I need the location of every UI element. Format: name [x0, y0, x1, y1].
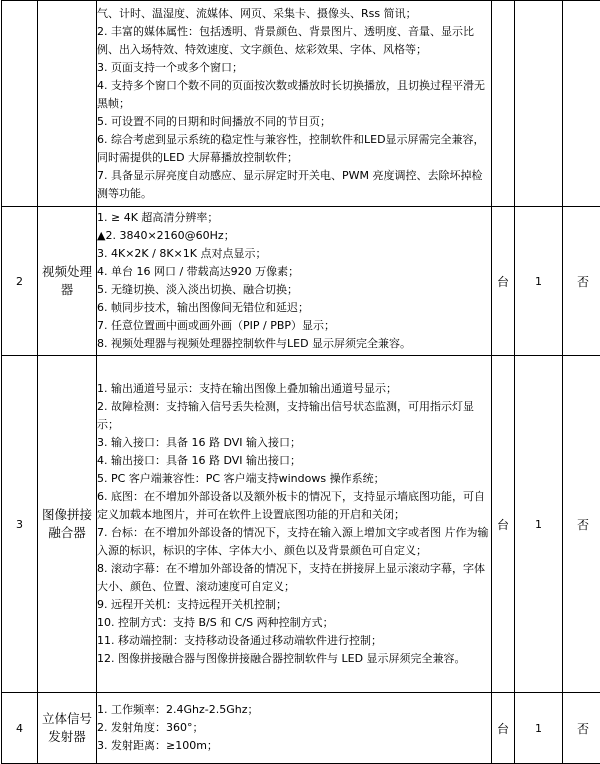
- item-name: 视频处理器: [38, 207, 97, 356]
- spec-cell: [97, 1, 492, 207]
- important-cell: 否: [563, 693, 600, 764]
- spec-line: 1. 工作频率：2.4Ghz-2.5Ghz；: [97, 701, 491, 719]
- spec-line: 10. 控制方式：支持 B/S 和 C/S 两种控制方式；: [97, 614, 491, 632]
- item-name: 图像拼接融合器: [38, 356, 97, 693]
- row-number: 4: [2, 693, 38, 764]
- unit-cell: [492, 1, 515, 207]
- spec-line: 7. 台标：在不增加外部设备的情况下，支持在输入源上增加文字或者图 片作为输入源的标识，标识的字体、字体大小、颜色以及背景颜色可自定义；: [97, 524, 491, 560]
- spec-line: 12. 图像拼接融合器与图像拼接融合器控制软件与 LED 显示屏须完全兼容。: [97, 650, 491, 668]
- spec-line: 2. 故障检测：支持输入信号丢失检测，支持输出信号状态监测，可用指示灯显示；: [97, 398, 491, 434]
- spec-line: 2. 丰富的媒体属性：包括透明、背景颜色、背景图片、透明度、音量、显示比例、出入场特效、特效速度、文字颜色、炫彩效果、字体、风格等；: [97, 23, 491, 59]
- spec-line: 3. 4K×2K / 8K×1K 点对点显示；: [97, 245, 491, 263]
- important-cell: [563, 1, 600, 207]
- unit-cell: 台: [492, 207, 515, 356]
- spec-line: 4. 支持多个窗口个数不同的页面按次数或播放时长切换播放，且切换过程平滑无黑帧；: [97, 77, 491, 113]
- spec-line: 1. ≥ 4K 超高清分辨率；: [97, 209, 491, 227]
- spec-line: 气、计时、温湿度、流媒体、网页、采集卡、摄像头、Rss 简讯；: [97, 5, 491, 23]
- spec-line: 6. 底图：在不增加外部设备以及额外板卡的情况下，支持显示墙底图功能，可自定义加载本地图片，并可在软件上设置底图功能的开启和关闭；: [97, 488, 491, 524]
- spec-line: 8. 滚动字幕：在不增加外部设备的情况下，支持在拼接屏上显示滚动字幕，字体大小、颜色、位置、滚动速度可自定义；: [97, 560, 491, 596]
- unit-cell: 台: [492, 356, 515, 693]
- spec-line: 3. 发射距离：≥100m；: [97, 737, 491, 755]
- spec-line: 7. 任意位置画中画或画外画（PIP / PBP）显示；: [97, 317, 491, 335]
- spec-line: 1. 输出通道号显示：支持在输出图像上叠加输出通道号显示；: [97, 380, 491, 398]
- item-name: [38, 1, 97, 207]
- spec-line: 3. 页面支持一个或多个窗口；: [97, 59, 491, 77]
- spec-table: [1, 0, 600, 764]
- important-cell: 否: [563, 207, 600, 356]
- row-number: [2, 1, 38, 207]
- spec-line: 4. 单台 16 网口 / 带载高达920 万像素；: [97, 263, 491, 281]
- item-name: 立体信号发射器: [38, 693, 97, 764]
- unit-cell: 台: [492, 693, 515, 764]
- spec-line: 3. 输入接口：具备 16 路 DVI 输入接口；: [97, 434, 491, 452]
- table-row: [2, 207, 600, 356]
- spec-line: 2. 发射角度：360°；: [97, 719, 491, 737]
- important-cell: 否: [563, 356, 600, 693]
- quantity-cell: 1: [515, 356, 563, 693]
- table-row: [2, 1, 600, 207]
- quantity-cell: [515, 1, 563, 207]
- spec-line: 9. 远程开关机：支持远程开关机控制；: [97, 596, 491, 614]
- spec-line: 6. 帧同步技术，输出图像间无错位和延迟；: [97, 299, 491, 317]
- spec-line: 11. 移动端控制：支持移动设备通过移动端软件进行控制；: [97, 632, 491, 650]
- spec-cell: [97, 356, 492, 693]
- spec-cell: [97, 207, 492, 356]
- spec-line: 7. 具备显示屏亮度自动感应、显示屏定时开关电、PWM 亮度调控、去除坏掉检测等功能。: [97, 167, 491, 203]
- row-number: 2: [2, 207, 38, 356]
- row-number: 3: [2, 356, 38, 693]
- spec-cell: [97, 693, 492, 764]
- table-row: [2, 693, 600, 764]
- table-row: [2, 356, 600, 693]
- quantity-cell: 1: [515, 207, 563, 356]
- quantity-cell: 1: [515, 693, 563, 764]
- spec-line: 5. PC 客户端兼容性：PC 客户端支持windows 操作系统；: [97, 470, 491, 488]
- spec-line: ▲2. 3840×2160@60Hz；: [97, 227, 491, 245]
- spec-line: 8. 视频处理器与视频处理器控制软件与LED 显示屏须完全兼容。: [97, 335, 491, 353]
- spec-line: 5. 可设置不同的日期和时间播放不同的节目页；: [97, 113, 491, 131]
- spec-line: 4. 输出接口：具备 16 路 DVI 输出接口；: [97, 452, 491, 470]
- spec-line: 5. 无缝切换、淡入淡出切换、融合切换；: [97, 281, 491, 299]
- spec-line: 6. 综合考虑到显示系统的稳定性与兼容性，控制软件和LED显示屏需完全兼容，同时需提供的LED 大屏幕播放控制软件；: [97, 131, 491, 167]
